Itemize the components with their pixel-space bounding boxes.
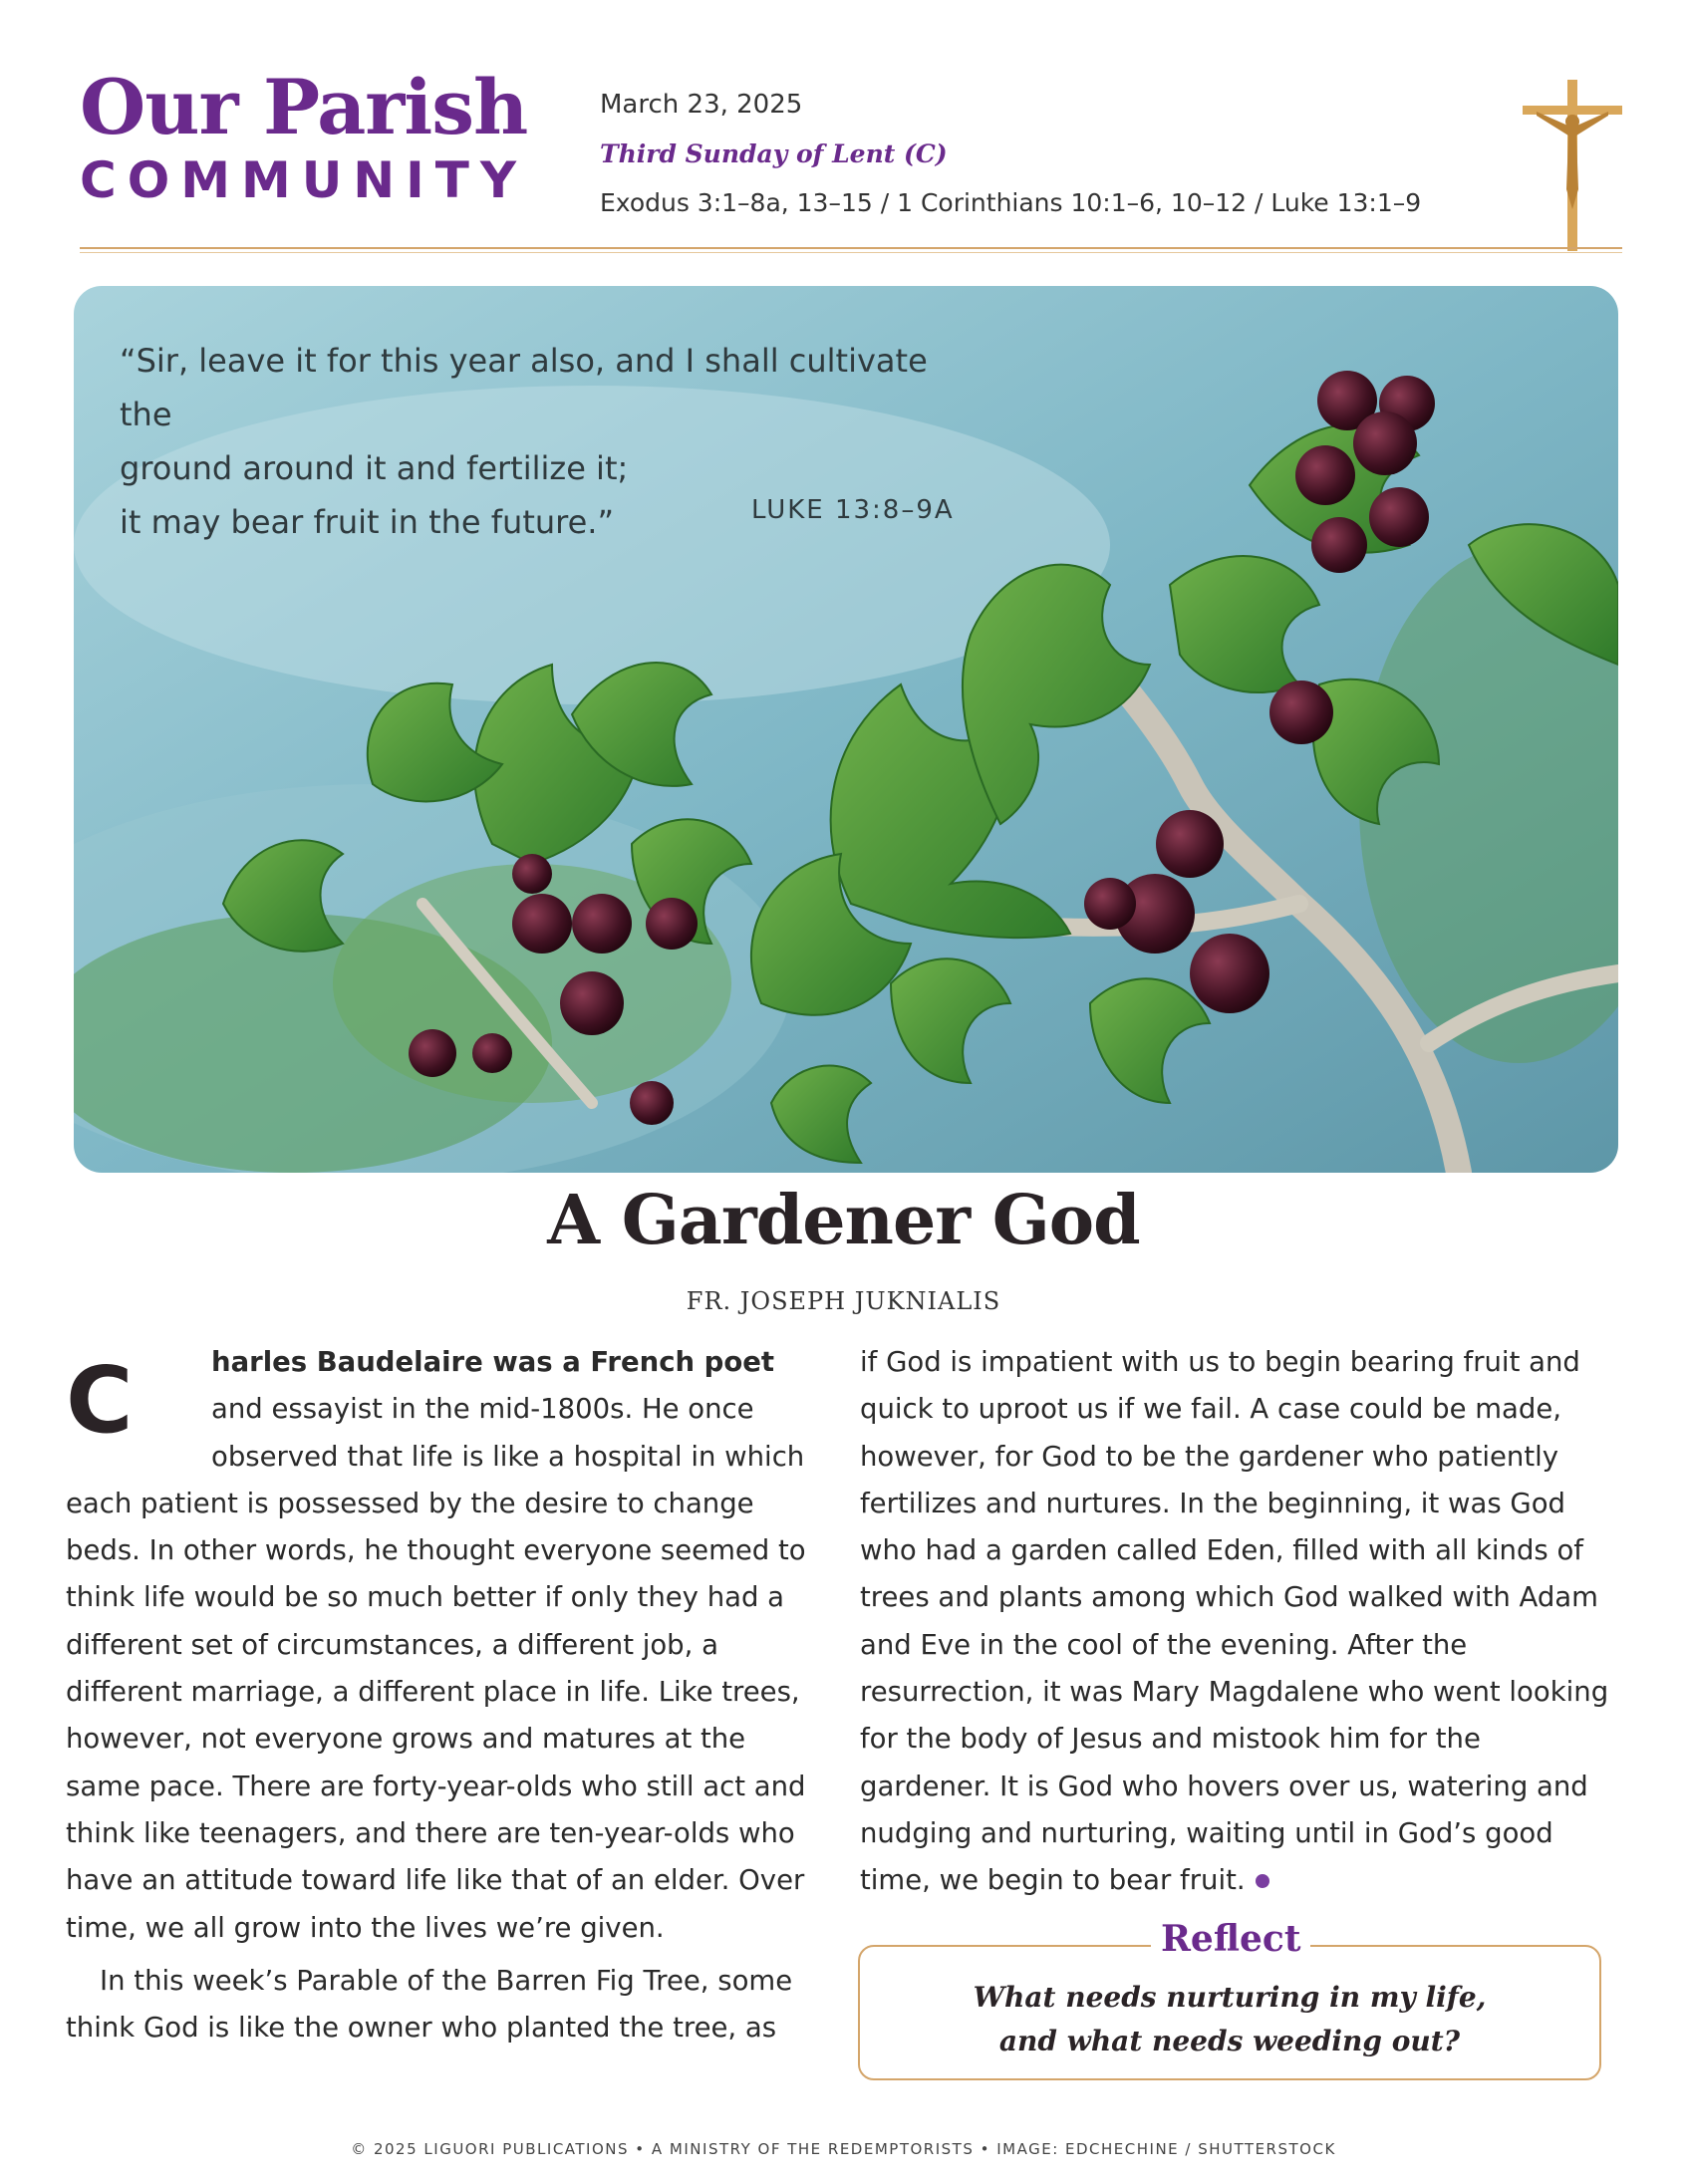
- liturgical-day: Third Sunday of Lent (C): [600, 139, 948, 168]
- end-mark-icon: [1256, 1874, 1269, 1888]
- article-title: A Gardener God: [547, 1181, 1140, 1260]
- issue-info: [600, 90, 1497, 217]
- fig-branch-image: [74, 286, 1618, 1173]
- quote-line: ground around it and fertilize it;: [120, 449, 629, 487]
- article-author: FR. JOSEPH JUKNIALIS: [686, 1287, 1001, 1315]
- paragraph-text: and essayist in the mid-1800s. He once observed that life is like a hospital in which each patient is possessed by the desire to change beds. In other words, he thought everyone seemed to think life would be so much better if only they had a different set of circumstances, a different job, a different marriage, a different place in life. Like trees, however, not everyone grows and matures at the same pace. There are forty-year-olds who still act and think like teenagers, and there are ten-year-olds who have an attitude toward life like that of an elder. Over time, we all grow into the lives we’re given.: [66, 1393, 806, 1944]
- paragraph-text: if God is impatient with us to begin bearing fruit and quick to uproot us if we fail. A case could be made, however, for God to be the gardener who patiently fertilizes and nurtures. In the beginning, it was God who had a garden called Eden, filled with all kinds of trees and plants among which God walked with Adam and Eve in the cool of the evening. After the resurrection, it was Mary Magdalene who went looking for the body of Jesus and mistook him for the gardener. It is God who hovers over us, watering and nudging and nurturing, waiting until in God’s good time, we begin to bear fruit.: [860, 1346, 1609, 1897]
- reflect-label: Reflect: [1151, 1918, 1310, 1960]
- brand-subtitle: COMMUNITY: [80, 151, 528, 209]
- readings: Exodus 3:1–8a, 13–15 / 1 Corinthians 10:1–6, 10–12 / Luke 13:1–9: [600, 188, 1422, 217]
- header-rule: [80, 247, 1622, 249]
- header-rule-thin: [80, 252, 1622, 253]
- footer-credit: © 2025 LIGUORI PUBLICATIONS • A MINISTRY OF THE REDEMPTORISTS • IMAGE: EDCHECHINE / SHUTTERSTOCK: [351, 2140, 1336, 2158]
- drop-cap: C: [66, 1347, 134, 1454]
- article-paragraph: [860, 1339, 1619, 1905]
- article-column-left: [66, 1339, 823, 2051]
- article-column-right: [860, 1339, 1619, 1905]
- reflect-question: [858, 1976, 1601, 2063]
- masthead-logo: [80, 63, 528, 209]
- article-paragraph: In this week’s Parable of the Barren Fig Tree, some think God is like the owner who planted the tree, as: [66, 1964, 793, 2045]
- quote-reference: LUKE 13:8–9A: [751, 495, 955, 525]
- quote-line: it may bear fruit in the future.”: [120, 503, 615, 541]
- issue-date: March 23, 2025: [600, 90, 803, 120]
- article-paragraph: [66, 1339, 823, 1952]
- crucifix-icon: [1523, 80, 1622, 251]
- brand-title: Our Parish: [80, 63, 528, 151]
- quote-line: “Sir, leave it for this year also, and I shall cultivate the: [120, 342, 928, 433]
- lead-in: harles Baudelaire was a French poet: [211, 1346, 775, 1378]
- reflect-question-line: and what needs weeding out?: [998, 2025, 1461, 2057]
- reflect-question-line: What needs nurturing in my life,: [973, 1981, 1487, 2014]
